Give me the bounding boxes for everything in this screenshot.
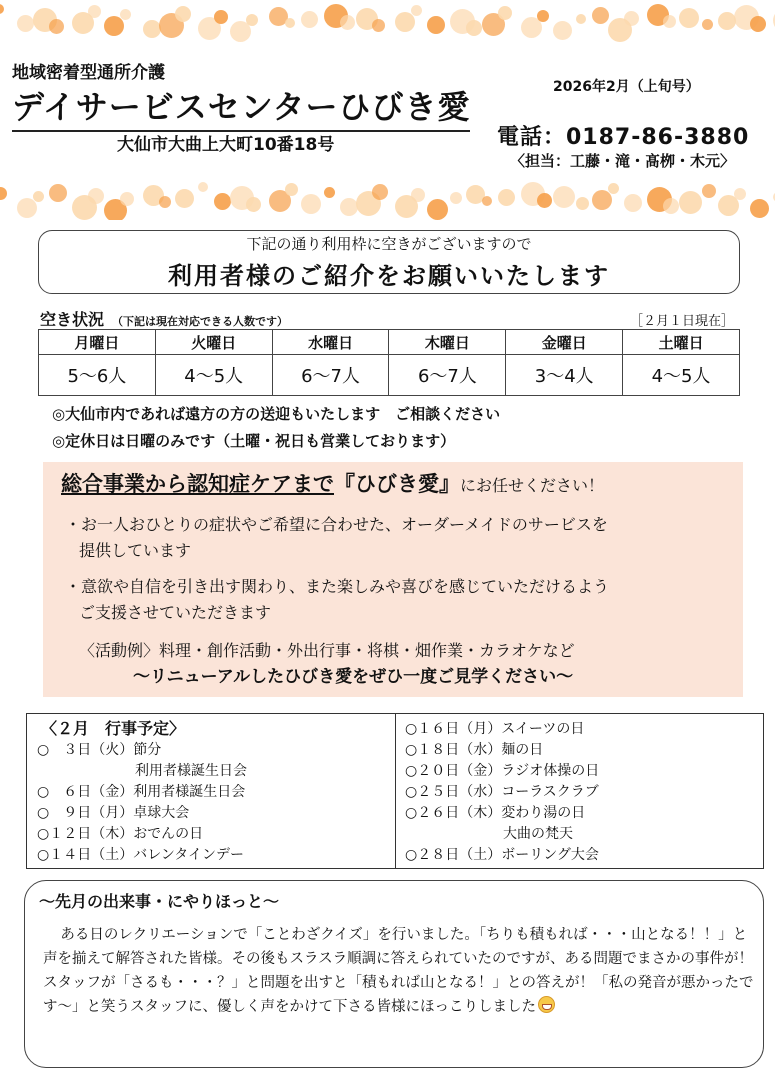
- decorative-dot: [750, 199, 769, 218]
- capacity-cell: 6～7人: [389, 355, 506, 396]
- decorative-dot: [592, 190, 612, 210]
- promo-closing: ～リニューアルしたひびき愛をぜひ一度ご見学ください～: [133, 667, 574, 687]
- decorative-dot: [466, 20, 482, 36]
- availability-as-of: ［２月１日現在］: [630, 314, 735, 329]
- february-schedule: [26, 713, 764, 869]
- events-title: ～先月の出来事・にやりほっと～: [39, 892, 280, 911]
- day-cell: 月曜日: [39, 330, 156, 355]
- decorative-dot: [120, 192, 134, 206]
- schedule-item: ○１２日（木）おでんの日: [37, 826, 204, 842]
- schedule-item: ○２６日（木）変わり湯の日: [405, 805, 586, 821]
- decorative-dot: [679, 8, 699, 28]
- schedule-item: 利用者様誕生日会: [37, 763, 247, 779]
- decorative-dot: [104, 16, 124, 36]
- decorative-dot: [17, 198, 37, 218]
- availability-title-text: 空き状況: [40, 310, 105, 329]
- decorative-dot: [553, 21, 572, 40]
- decorative-dot: [395, 12, 415, 32]
- capacity-cell: 6～7人: [272, 355, 389, 396]
- schedule-title: 〈２月 行事予定〉: [41, 719, 186, 738]
- referral-request-box: [38, 230, 740, 294]
- smile-emoji-icon: [538, 996, 555, 1013]
- promo-bullet-2a: ・意欲や自信を引き出す関わり、また楽しみや喜びを感じていただけるよう: [65, 577, 610, 596]
- decorative-dot: [340, 15, 355, 30]
- schedule-item: ○ ３日（火）節分: [37, 742, 162, 758]
- schedule-item: ○１４日（土）バレンタインデー: [37, 847, 245, 863]
- day-cell: 火曜日: [155, 330, 272, 355]
- decorative-dot: [49, 19, 64, 34]
- decorative-dot: [498, 189, 515, 206]
- decorative-dot: [120, 9, 131, 20]
- decorative-dot: [0, 187, 7, 200]
- decorative-dot: [576, 197, 589, 210]
- decorative-dot: [576, 14, 586, 24]
- issue-label: 2026年2月（上旬号）: [553, 79, 700, 95]
- capacity-cell: 4～5人: [623, 355, 740, 396]
- availability-title: [40, 307, 288, 330]
- promo-heading: [61, 468, 604, 498]
- decorative-dot: [49, 184, 67, 202]
- schedule-item: ○ ９日（月）卓球大会: [37, 805, 190, 821]
- schedule-item: 大曲の梵天: [405, 826, 573, 842]
- promo-bullet-1a: ・お一人おひとりの症状やご希望に合わせた、オーダーメイドのサービスを: [65, 515, 608, 534]
- decorative-dot: [663, 15, 676, 28]
- day-cell: 土曜日: [623, 330, 740, 355]
- bottom-dot-border: [0, 178, 775, 220]
- schedule-item: ○ ６日（金）利用者様誕生日会: [37, 784, 246, 800]
- day-cell: 木曜日: [389, 330, 506, 355]
- decorative-dot: [159, 196, 171, 208]
- decorative-dot: [175, 189, 194, 208]
- decorative-dot: [33, 191, 44, 202]
- decorative-dot: [427, 199, 448, 220]
- request-line-1: 下記の通り利用枠に空きがございますので: [246, 235, 532, 253]
- request-line-2: 利用者様のご紹介をお願いいたします: [168, 262, 610, 290]
- center-name: デイサービスセンターひびき愛: [12, 82, 470, 132]
- decorative-dot: [285, 183, 298, 196]
- decorative-dot: [411, 5, 422, 16]
- day-cell: 金曜日: [506, 330, 623, 355]
- availability-values-row: [39, 355, 740, 396]
- schedule-item: ○２５日（水）コーラスクラブ: [405, 784, 599, 800]
- decorative-dot: [592, 7, 609, 24]
- capacity-cell: 3～4人: [506, 355, 623, 396]
- address: 大仙市大曲上大町10番18号: [117, 135, 335, 155]
- activity-examples: 〈活動例〉料理・創作活動・外出行事・将棋・畑作業・カラオケなど: [79, 641, 575, 660]
- day-cell: 水曜日: [272, 330, 389, 355]
- decorative-dot: [198, 182, 208, 192]
- schedule-item: ○１８日（水）麺の日: [405, 742, 544, 758]
- decorative-dot: [427, 16, 445, 34]
- schedule-item: ○１６日（月）スイーツの日: [405, 721, 585, 737]
- decorative-dot: [450, 192, 462, 204]
- decorative-dot: [702, 184, 716, 198]
- decorative-dot: [750, 16, 766, 32]
- decorative-dot: [88, 5, 101, 18]
- events-body: [43, 923, 755, 1019]
- decorative-dot: [734, 188, 746, 200]
- promo-bullet-2b: ご支援させていただきます: [79, 603, 272, 622]
- decorative-dot: [702, 19, 713, 30]
- decorative-dot: [175, 6, 191, 22]
- decorative-dot: [553, 186, 575, 208]
- decorative-dot: [214, 10, 228, 24]
- availability-note: （下記は現在対応できる人数です）: [112, 315, 289, 328]
- last-month-events: [24, 880, 764, 1068]
- promo-heading-main: 総合事業から認知症ケアまで: [61, 472, 334, 496]
- schedule-divider: [395, 714, 396, 868]
- promo-heading-name: 『ひびき愛』: [334, 472, 460, 496]
- decorative-dot: [372, 19, 385, 32]
- decorative-dot: [537, 193, 552, 208]
- decorative-dot: [608, 183, 619, 194]
- decorative-dot: [411, 188, 425, 202]
- promo-bullet-1b: 提供しています: [79, 541, 192, 560]
- decorative-dot: [498, 6, 512, 20]
- decorative-dot: [246, 197, 261, 212]
- decorative-dot: [301, 194, 321, 214]
- capacity-cell: 4～5人: [155, 355, 272, 396]
- schedule-item: ○２０日（金）ラジオ体操の日: [405, 763, 600, 779]
- decorative-dot: [482, 196, 492, 206]
- top-dot-border: [0, 0, 775, 42]
- holiday-note: ◎定休日は日曜のみです（土曜・祝日も営業しております）: [52, 432, 456, 450]
- decorative-dot: [624, 11, 639, 26]
- decorative-dot: [679, 191, 702, 214]
- events-text: ある日のレクリエーションで「ことわざクイズ」を行いました。「ちりも積もれば・・・山となる！！」と声を揃えて解答された皆様。その後もスラスラ順調に答えられていたのですが、ある問題でまさかの事件が！スタッフが「さるも・・・？」と問題を出すと「積もれば山となる！」との答えが！「私の発音が悪かったです～」と笑うスタッフに、優しく声をかけて下さる皆様にほっこりしました: [43, 927, 754, 1015]
- schedule-item: ○２８日（土）ボーリング大会: [405, 847, 599, 863]
- service-type: 地域密着型通所介護: [12, 63, 165, 83]
- promo-heading-tail: にお任せください！: [460, 476, 605, 495]
- decorative-dot: [301, 11, 318, 28]
- transport-note: ◎大仙市内であれば遠方の方の送迎もいたします ご相談ください: [52, 405, 501, 423]
- phone-number: 電話：0187-86-3880: [497, 125, 750, 150]
- decorative-dot: [88, 188, 104, 204]
- decorative-dot: [537, 10, 549, 22]
- decorative-dot: [663, 198, 679, 214]
- decorative-dot: [0, 4, 4, 14]
- decorative-dot: [214, 193, 231, 210]
- decorative-dot: [624, 194, 642, 212]
- availability-days-row: [39, 330, 740, 355]
- decorative-dot: [285, 18, 295, 28]
- decorative-dot: [324, 187, 335, 198]
- decorative-dot: [17, 15, 34, 32]
- promo-panel: [43, 462, 743, 697]
- availability-table: [38, 329, 740, 396]
- decorative-dot: [372, 184, 388, 200]
- decorative-dot: [246, 14, 258, 26]
- contact-persons: 〈担当：工藤・滝・髙栁・木元〉: [510, 152, 736, 170]
- capacity-cell: 5～6人: [39, 355, 156, 396]
